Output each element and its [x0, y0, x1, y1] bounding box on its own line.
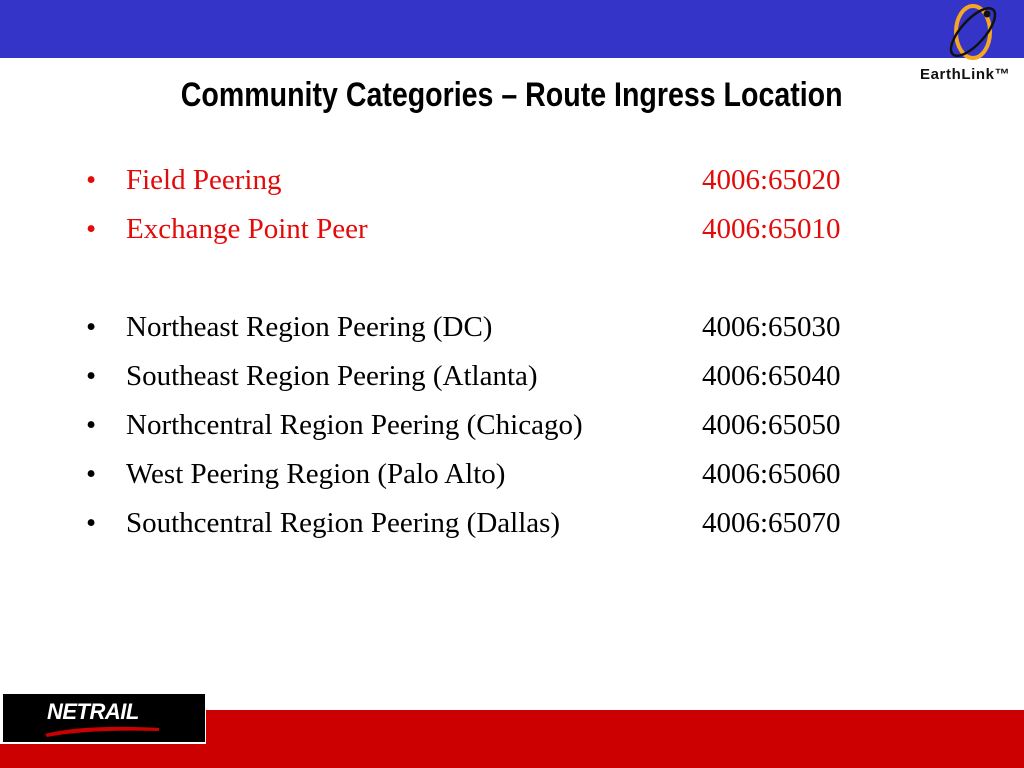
bullet-icon: • — [86, 164, 97, 196]
slide-title: Community Categories – Route Ingress Location — [180, 76, 843, 114]
bullet-icon: • — [86, 507, 97, 539]
netrail-swoosh-icon — [43, 722, 161, 738]
community-value: 4006:65030 — [702, 311, 841, 343]
community-label: Field Peering — [126, 164, 282, 196]
community-label: Southcentral Region Peering (Dallas) — [126, 507, 561, 539]
bullet-icon: • — [86, 360, 97, 392]
bullet-icon: • — [86, 311, 97, 343]
community-label: Northcentral Region Peering (Chicago) — [126, 409, 583, 441]
community-label: West Peering Region (Palo Alto) — [126, 458, 506, 490]
community-label: Northeast Region Peering (DC) — [126, 311, 493, 343]
earthlink-wordmark: EarthLink™ — [920, 66, 1011, 83]
community-value: 4006:65010 — [702, 213, 841, 245]
netrail-wordmark: NETRAIL — [47, 699, 139, 724]
bullet-icon: • — [86, 458, 97, 490]
netrail-logo-background — [3, 694, 205, 742]
earthlink-orbit-icon — [938, 0, 1008, 64]
top-blue-band — [0, 0, 1024, 58]
community-label: Southeast Region Peering (Atlanta) — [126, 360, 538, 392]
community-value: 4006:65040 — [702, 360, 841, 392]
bullet-icon: • — [86, 213, 97, 245]
community-value: 4006:65050 — [702, 409, 841, 441]
bullet-icon: • — [86, 409, 97, 441]
community-label: Exchange Point Peer — [126, 213, 368, 245]
community-value: 4006:65070 — [702, 507, 841, 539]
netrail-logo — [0, 692, 206, 744]
community-value: 4006:65060 — [702, 458, 841, 490]
community-value: 4006:65020 — [702, 164, 841, 196]
